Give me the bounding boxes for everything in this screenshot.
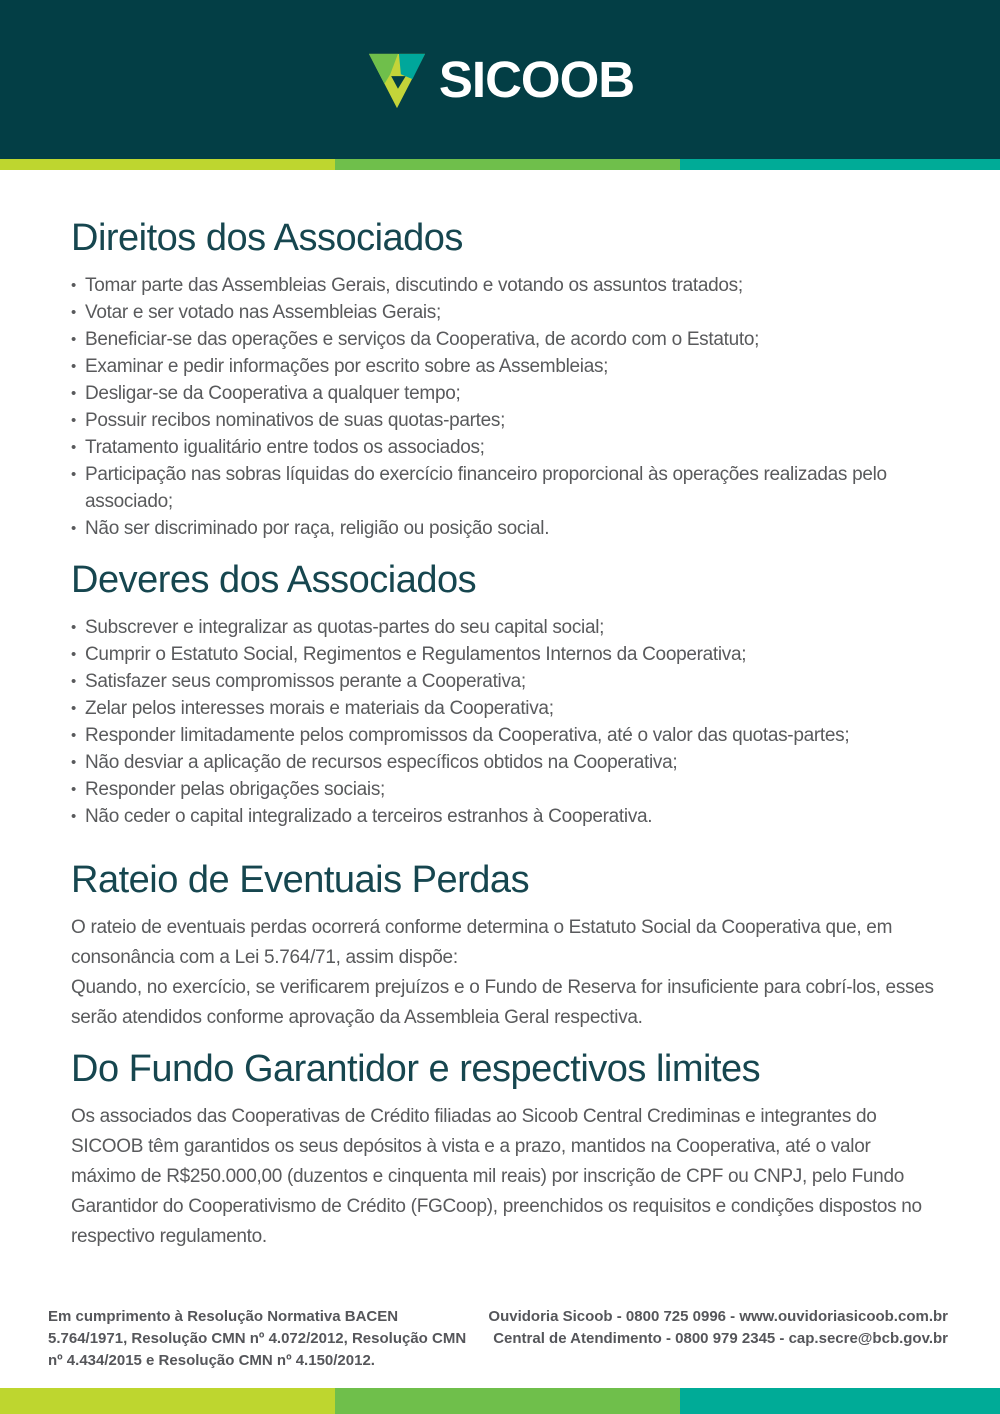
bullet-dot: • xyxy=(71,619,76,636)
bullet-item xyxy=(71,272,940,299)
bullet-dot: • xyxy=(71,727,76,744)
bullet-item xyxy=(71,803,940,830)
bullet-text: Tomar parte das Assembleias Gerais, discutindo e votando os assuntos tratados; xyxy=(85,275,743,296)
footer-line: Ouvidoria Sicoob - 0800 725 0996 - www.ouvidoriasicoob.com.br xyxy=(488,1308,948,1325)
bullet-text: Desligar-se da Cooperativa a qualquer tempo; xyxy=(85,383,461,404)
bullet-text: Não ceder o capital integralizado a terceiros estranhos à Cooperativa. xyxy=(85,806,653,827)
bullet-dot: • xyxy=(71,466,76,483)
paragraph: Quando, no exercício, se verificarem prejuízos e o Fundo de Reserva for insuficiente para cobrí-los, esses serão atendidos conforme aprovação da Assembleia Geral respectiva. xyxy=(71,977,934,1028)
section-fundo-garantidor xyxy=(71,1047,940,1252)
bullet-dot: • xyxy=(71,808,76,825)
stripe-teal-segment xyxy=(680,1388,1000,1414)
bullet-dot: • xyxy=(71,304,76,321)
bullet-dot: • xyxy=(71,385,76,402)
bullet-text: Satisfazer seus compromissos perante a Cooperativa; xyxy=(85,671,526,692)
bullet-text: Zelar pelos interesses morais e materiais da Cooperativa; xyxy=(85,698,554,719)
bullet-item xyxy=(71,515,940,542)
section-title-direitos: Direitos dos Associados xyxy=(71,217,463,259)
footer-line: Em cumprimento à Resolução Normativa BACEN xyxy=(48,1308,399,1325)
bullet-item xyxy=(71,614,940,641)
paragraph: Os associados das Cooperativas de Crédito filiadas ao Sicoob Central Crediminas e integrantes do SICOOB têm garantidos os seus depósitos à vista e a prazo, mantidos na Cooperativa, até o valor máximo de R$250.000,00 (duzentos e cinquenta mil reais) por inscrição de CPF ou CNPJ, pelo Fundo Garantidor do Cooperativismo de Crédito (FGCoop), preenchidos os requisitos e condições dispostos no respectivo regulamento. xyxy=(71,1106,922,1247)
sicoob-triangle-icon xyxy=(366,52,428,110)
bullet-text: Responder pelas obrigações sociais; xyxy=(85,779,386,800)
stripe-lime-segment xyxy=(0,1388,335,1414)
brand-stripe-top xyxy=(0,159,1000,170)
bullet-text: Não ser discriminado por raça, religião ou posição social. xyxy=(85,518,550,539)
footer-contacts xyxy=(488,1306,948,1350)
stripe-teal-segment xyxy=(680,159,1000,170)
bullet-text: Não desviar a aplicação de recursos específicos obtidos na Cooperativa; xyxy=(85,752,678,773)
bullet-dot: • xyxy=(71,277,76,294)
bullet-dot: • xyxy=(71,331,76,348)
bullet-item xyxy=(71,776,940,803)
bullet-dot: • xyxy=(71,412,76,429)
bullet-item xyxy=(71,326,940,353)
paragraphs-rateio xyxy=(71,913,940,1033)
section-title-deveres: Deveres dos Associados xyxy=(71,559,477,601)
bullet-text: Possuir recibos nominativos de suas quotas-partes; xyxy=(85,410,506,431)
bullet-dot: • xyxy=(71,439,76,456)
section-deveres xyxy=(71,558,940,830)
content xyxy=(0,216,1000,1252)
bullet-text: Responder limitadamente pelos compromissos da Cooperativa, até o valor das quotas-partes; xyxy=(85,725,850,746)
bullet-text: Beneficiar-se das operações e serviços da Cooperativa, de acordo com o Estatuto; xyxy=(85,329,760,350)
stripe-lime-segment xyxy=(0,159,335,170)
bullet-dot: • xyxy=(71,358,76,375)
bullet-item xyxy=(71,749,940,776)
brand-stripe-bottom xyxy=(0,1388,1000,1414)
section-rateio xyxy=(71,858,940,1033)
sicoob-logo xyxy=(366,50,634,110)
bullet-item xyxy=(71,668,940,695)
paragraph: O rateio de eventuais perdas ocorrerá conforme determina o Estatuto Social da Cooperativa que, em consonância com a Lei 5.764/71, assim dispõe: xyxy=(71,917,893,968)
bullet-item xyxy=(71,434,940,461)
bullet-dot: • xyxy=(71,673,76,690)
bullet-item xyxy=(71,299,940,326)
bullet-list-deveres xyxy=(71,614,940,830)
bullet-text: Tratamento igualitário entre todos os associados; xyxy=(85,437,485,458)
footer-compliance xyxy=(48,1306,466,1372)
bullet-text: Subscrever e integralizar as quotas-partes do seu capital social; xyxy=(85,617,605,638)
bullet-item xyxy=(71,641,940,668)
bullet-item xyxy=(71,722,940,749)
bullet-dot: • xyxy=(71,754,76,771)
bullet-dot: • xyxy=(71,520,76,537)
stripe-green-segment xyxy=(335,159,680,170)
bullet-dot: • xyxy=(71,646,76,663)
bullet-text: Votar e ser votado nas Assembleias Gerais; xyxy=(85,302,441,323)
bullet-item xyxy=(71,380,940,407)
bullet-item xyxy=(71,461,940,515)
bullet-text: Examinar e pedir informações por escrito sobre as Assembleias; xyxy=(85,356,609,377)
paragraphs-fundo-garantidor xyxy=(71,1102,940,1252)
section-title-fundo-garantidor: Do Fundo Garantidor e respectivos limites xyxy=(71,1048,761,1090)
bullet-list-direitos xyxy=(71,272,940,542)
bullet-text: Participação nas sobras líquidas do exercício financeiro proporcional às operações realizadas pelo associado; xyxy=(85,464,887,512)
footer-line: nº 4.434/2015 e Resolução CMN nº 4.150/2012. xyxy=(48,1352,375,1369)
bullet-text: Cumprir o Estatuto Social, Regimentos e Regulamentos Internos da Cooperativa; xyxy=(85,644,747,665)
header xyxy=(0,0,1000,159)
bullet-dot: • xyxy=(71,700,76,717)
footer-line: Central de Atendimento - 0800 979 2345 - cap.secre@bcb.gov.br xyxy=(493,1330,948,1347)
section-direitos xyxy=(71,216,940,542)
bullet-item xyxy=(71,407,940,434)
section-title-rateio: Rateio de Eventuais Perdas xyxy=(71,859,530,901)
bullet-dot: • xyxy=(71,781,76,798)
logo-text: SICOOB xyxy=(438,51,635,108)
footer-line: 5.764/1971, Resolução CMN nº 4.072/2012, Resolução CMN xyxy=(48,1330,467,1347)
bullet-item xyxy=(71,353,940,380)
bullet-item xyxy=(71,695,940,722)
stripe-green-segment xyxy=(335,1388,680,1414)
